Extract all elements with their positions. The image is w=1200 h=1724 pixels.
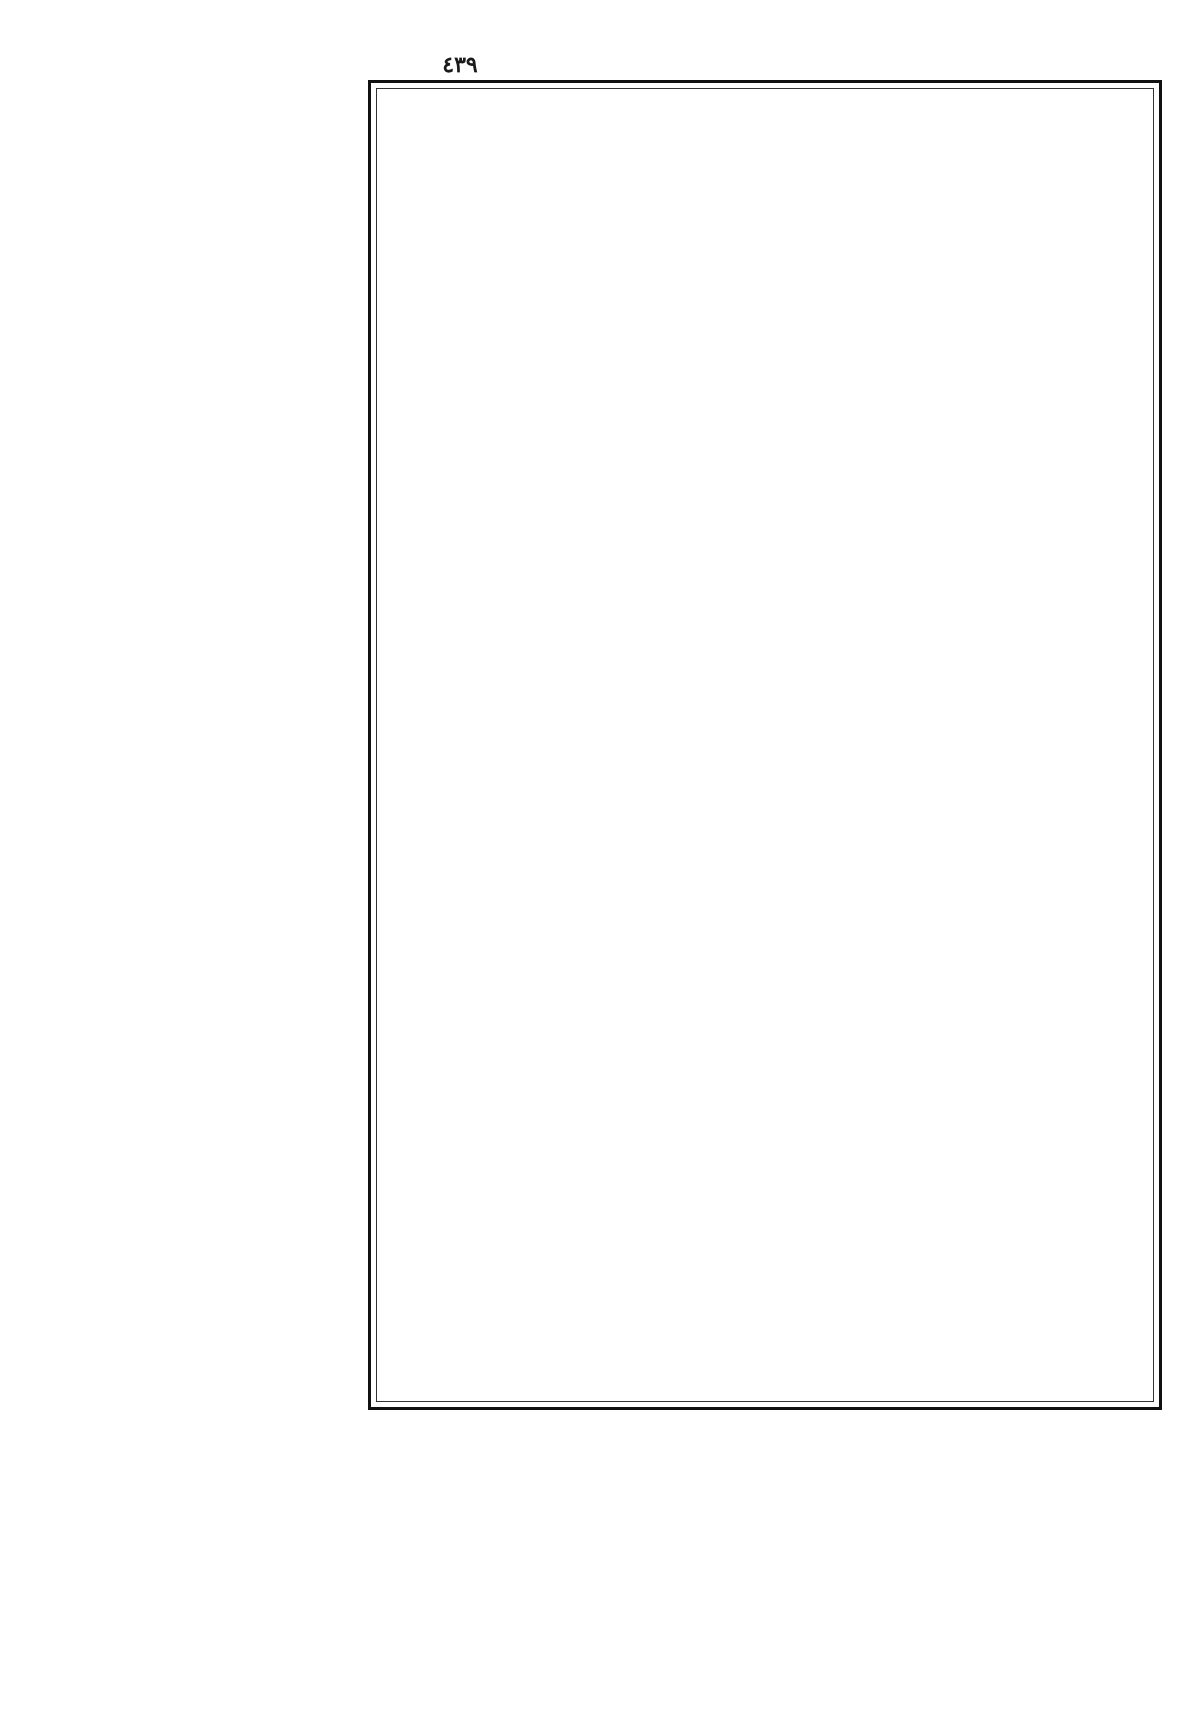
margin-note bbox=[0, 134, 360, 977]
main-text-block bbox=[388, 96, 1142, 1296]
page-number: ٤٣٩ bbox=[442, 52, 478, 78]
